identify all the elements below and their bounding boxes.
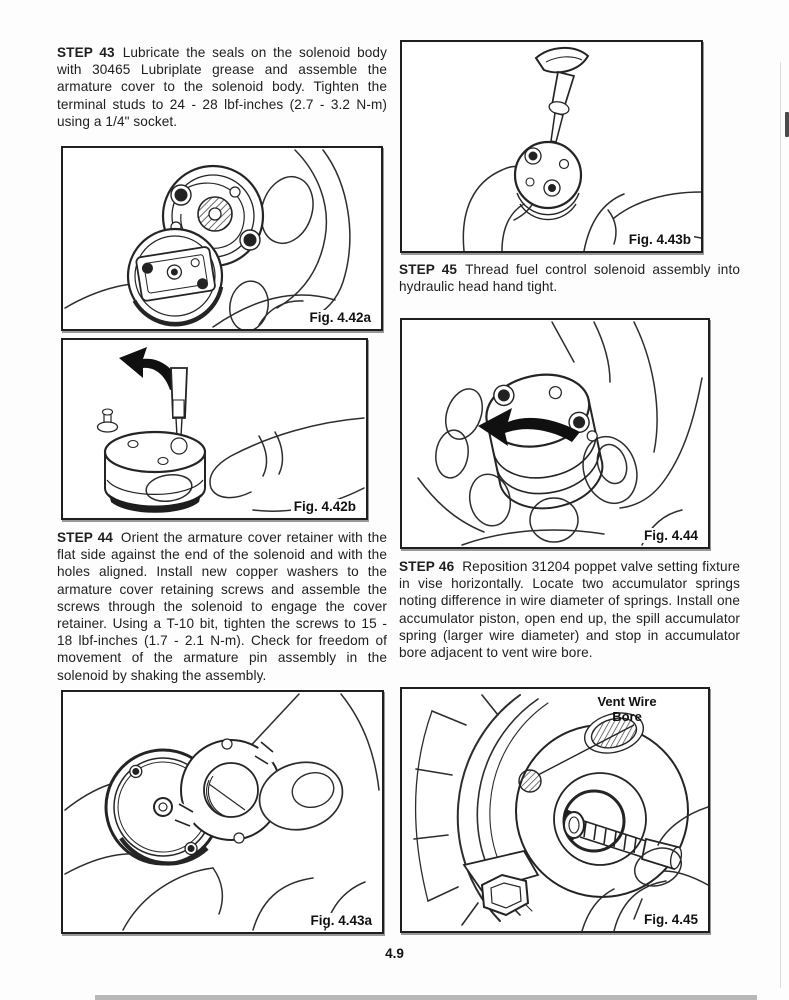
rotate-assembly-drawing <box>402 320 708 547</box>
step-46-paragraph <box>399 558 740 661</box>
cover-retainer-drawing <box>63 692 382 932</box>
page-number: 4.9 <box>385 946 404 961</box>
step-45-paragraph <box>399 261 740 295</box>
vent-wire-bore-line1: Vent Wire <box>597 694 657 709</box>
scan-edge-mark <box>785 112 789 137</box>
figure-4-43b <box>400 40 703 253</box>
step-44-text: Orient the armature cover retainer with the flat side against the end of the solenoid and with the holes aligned. Install new copper washers to the armature cover retaining screws and assemble the screws through the solenoid to engage the cover retainer. Using a T-10 bit, tighten the screws to 15 - 18 lbf-inches (1.7 - 2.1 N-m). Check for freedom of movement of the armature pin assembly in the solenoid by shaking the assembly. <box>57 530 387 683</box>
solenoid-covers-drawing <box>63 148 381 329</box>
figure-4-42b-label: Fig. 4.42b <box>291 499 359 514</box>
figure-4-42b <box>61 338 368 520</box>
figure-4-45-label: Fig. 4.45 <box>641 912 701 927</box>
step-44-label: STEP 44 <box>57 530 113 545</box>
vent-wire-bore-annotation <box>552 694 702 724</box>
step-45-label: STEP 45 <box>399 262 458 277</box>
step-46-text: Reposition 31204 poppet valve setting fixture in vise horizontally. Locate two accumulator springs noting difference in wire diameter of springs. Install one accumulator piston, open end up, the spill accumulator spring (larger wire diameter) and stop in accumulator bore adjacent to vent wire bore. <box>399 559 740 661</box>
step-44-paragraph <box>57 529 387 684</box>
step-43-label: STEP 43 <box>57 45 115 60</box>
thread-solenoid-drawing <box>402 42 701 251</box>
figure-4-44-label: Fig. 4.44 <box>641 528 701 543</box>
vent-wire-bore-line2: Bore <box>612 709 642 724</box>
figure-4-42a <box>61 146 383 331</box>
figure-4-43b-label: Fig. 4.43b <box>626 232 694 247</box>
step-43-text: Lubricate the seals on the solenoid body with 30465 Lubriplate grease and assemble the armature cover to the solenoid body. Tighten the terminal studs to 24 - 28 lbf-inches (2.7 - 3.2 N-m) using a 1/4" socket. <box>57 45 387 129</box>
screwdriver-in-solenoid-drawing <box>63 340 366 518</box>
scan-bottom-bar <box>95 995 757 1000</box>
step-46-label: STEP 46 <box>399 559 455 574</box>
figure-4-43a-label: Fig. 4.43a <box>307 913 375 928</box>
figure-4-44 <box>400 318 710 549</box>
accumulator-bore-drawing <box>402 689 708 931</box>
scan-page-edge-line <box>780 62 781 988</box>
figure-4-42a-label: Fig. 4.42a <box>306 310 374 325</box>
step-45-text: Thread fuel control solenoid assembly into hydraulic head hand tight. <box>399 262 741 295</box>
step-43-paragraph <box>57 44 387 130</box>
figure-4-45 <box>400 687 710 933</box>
figure-4-43a <box>61 690 384 934</box>
